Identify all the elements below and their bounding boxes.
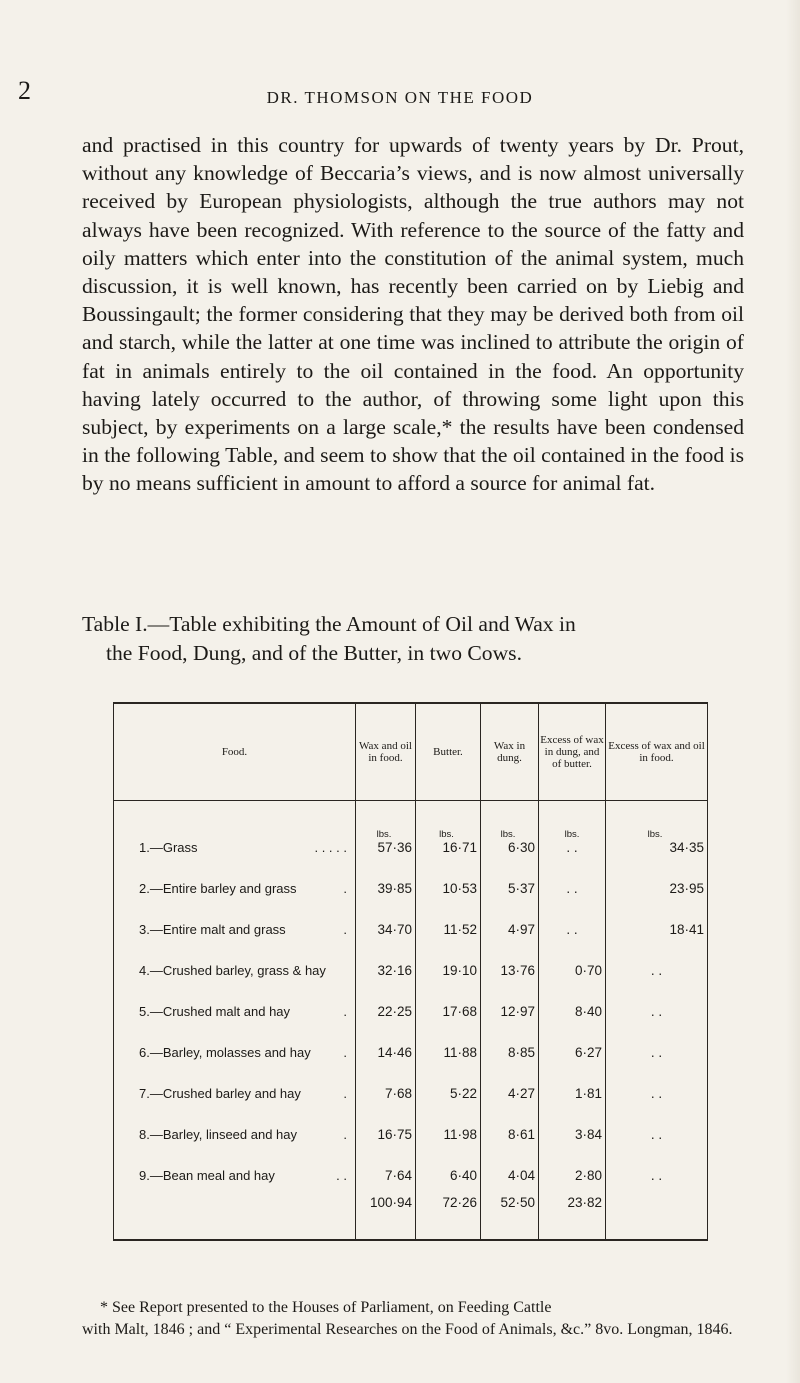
cell-wax-oil: 16·75	[356, 1105, 416, 1146]
row-food-label: 1.—Grass . . . . .	[114, 801, 356, 860]
cell-butter: 5·22	[416, 1064, 481, 1105]
cell-wax-dung: 5·37	[481, 859, 539, 900]
body-paragraph: and practised in this country for upwards of twenty years by Dr. Prout, without any knowledge of Beccaria’s views, and is now almost universally received by European physiologists, although the true authors may not always have been recognized. With reference to the source of the fatty and oily matters which enter into the constitution of the animal system, much discussion, it is well known, has recently been carried on by Liebig and Boussingault; the former considering that they may be derived both from oil and starch, while the latter at one time was inclined to attribute the origin of fat in animals entirely to the oil contained in the food. An opportunity having lately occurred to the author, of throwing some light upon this subject, by experiments on a large scale,* the results have been condensed in the following Table, and seem to show that the oil contained in the food is by no means sufficient in amount to afford a source for animal fat.	[82, 133, 744, 496]
total-wax-oil: 100·94	[356, 1187, 416, 1240]
row-food-label: 6.—Barley, molasses and hay .	[114, 1023, 356, 1064]
cell-excess-food: . .	[606, 1146, 708, 1187]
row-food-label: 3.—Entire malt and grass .	[114, 900, 356, 941]
header-wax-oil-food: Wax and oil in food.	[356, 703, 416, 801]
table-row	[114, 1064, 708, 1105]
total-excess-dung: 23·82	[539, 1187, 606, 1240]
cell-excess-food: . .	[606, 1023, 708, 1064]
cell-excess-dung: . .	[539, 900, 606, 941]
unit-label: lbs.	[376, 829, 392, 840]
cell-wax-dung: 13·76	[481, 941, 539, 982]
cell-wax-oil: 14·46	[356, 1023, 416, 1064]
cell-wax-oil: 34·70	[356, 900, 416, 941]
table-row	[114, 1105, 708, 1146]
unit-label: lbs.	[500, 829, 516, 840]
cell-butter: 11·98	[416, 1105, 481, 1146]
cell-wax-oil: 7·68	[356, 1064, 416, 1105]
header-butter: Butter.	[416, 703, 481, 801]
cell-excess-dung: 6·27	[539, 1023, 606, 1064]
cell-wax-dung: 8·85	[481, 1023, 539, 1064]
cell-butter: 11·88	[416, 1023, 481, 1064]
table-row	[114, 1146, 708, 1187]
cell-wax-dung: 8·61	[481, 1105, 539, 1146]
total-butter: 72·26	[416, 1187, 481, 1240]
row-food-label: 8.—Barley, linseed and hay .	[114, 1105, 356, 1146]
cell-butter: 10·53	[416, 859, 481, 900]
table-caption-line-1: Table I.—Table exhibiting the Amount of Oil and Wax in	[82, 612, 576, 636]
table-caption	[82, 610, 744, 668]
cell-wax-dung: lbs. 6·30	[481, 801, 539, 860]
totals-label	[114, 1187, 356, 1240]
cell-excess-food: lbs. 34·35	[606, 801, 708, 860]
table-row	[114, 900, 708, 941]
cell-excess-dung: 0·70	[539, 941, 606, 982]
table-row	[114, 859, 708, 900]
cell-wax-dung: 4·04	[481, 1146, 539, 1187]
header-food: Food.	[114, 703, 356, 801]
table-header-row	[114, 703, 708, 801]
running-head: DR. THOMSON ON THE FOOD	[266, 88, 534, 107]
cell-wax-dung: 12·97	[481, 982, 539, 1023]
header-wax-dung: Wax in dung.	[481, 703, 539, 801]
cell-excess-food: 23·95	[606, 859, 708, 900]
table-row	[114, 1023, 708, 1064]
row-food-label: 5.—Crushed malt and hay .	[114, 982, 356, 1023]
cell-excess-dung: . .	[539, 859, 606, 900]
cell-excess-dung: 3·84	[539, 1105, 606, 1146]
cell-excess-food: . .	[606, 1064, 708, 1105]
cell-butter: lbs. 16·71	[416, 801, 481, 860]
cell-wax-dung: 4·27	[481, 1064, 539, 1105]
header-excess-food: Excess of wax and oil in food.	[606, 703, 708, 801]
cell-wax-oil: lbs. 57·36	[356, 801, 416, 860]
cell-excess-dung: 1·81	[539, 1064, 606, 1105]
unit-label: lbs.	[647, 829, 663, 840]
table-row	[114, 982, 708, 1023]
footnote	[82, 1297, 744, 1341]
row-food-label: 7.—Crushed barley and hay .	[114, 1064, 356, 1105]
cell-excess-food: . .	[606, 1105, 708, 1146]
table-caption-line-2: the Food, Dung, and of the Butter, in two Cows.	[106, 641, 522, 665]
cell-excess-dung: 8·40	[539, 982, 606, 1023]
cell-butter: 19·10	[416, 941, 481, 982]
header-excess-dung: Excess of wax in dung, and of butter.	[539, 703, 606, 801]
cell-wax-oil: 39·85	[356, 859, 416, 900]
table-row	[114, 941, 708, 982]
cell-butter: 17·68	[416, 982, 481, 1023]
cell-wax-oil: 7·64	[356, 1146, 416, 1187]
unit-label: lbs.	[439, 829, 454, 840]
row-food-label: 2.—Entire barley and grass .	[114, 859, 356, 900]
row-food-label: 9.—Bean meal and hay . .	[114, 1146, 356, 1187]
cell-excess-food: 18·41	[606, 900, 708, 941]
cell-excess-dung: lbs. . .	[539, 801, 606, 860]
cell-wax-dung: 4·97	[481, 900, 539, 941]
cell-butter: 6·40	[416, 1146, 481, 1187]
cell-excess-dung: 2·80	[539, 1146, 606, 1187]
unit-label: lbs.	[564, 829, 580, 840]
footnote-line-1: * See Report presented to the Houses of Parliament, on Feeding Cattle	[100, 1299, 552, 1316]
oil-wax-table	[113, 702, 708, 1241]
cell-excess-food: . .	[606, 941, 708, 982]
page-number: 2	[18, 76, 31, 105]
page-edge-shadow	[786, 0, 800, 1383]
cell-excess-food: . .	[606, 982, 708, 1023]
cell-wax-oil: 32·16	[356, 941, 416, 982]
total-excess-food	[606, 1187, 708, 1240]
table-row	[114, 801, 708, 860]
cell-butter: 11·52	[416, 900, 481, 941]
footnote-rest: with Malt, 1846 ; and “ Experimental Researches on the Food of Animals, &c.” 8vo. Longman, 1846.	[82, 1321, 733, 1338]
cell-wax-oil: 22·25	[356, 982, 416, 1023]
total-wax-dung: 52·50	[481, 1187, 539, 1240]
table-totals-row	[114, 1187, 708, 1240]
row-food-label: 4.—Crushed barley, grass & hay	[114, 941, 356, 982]
